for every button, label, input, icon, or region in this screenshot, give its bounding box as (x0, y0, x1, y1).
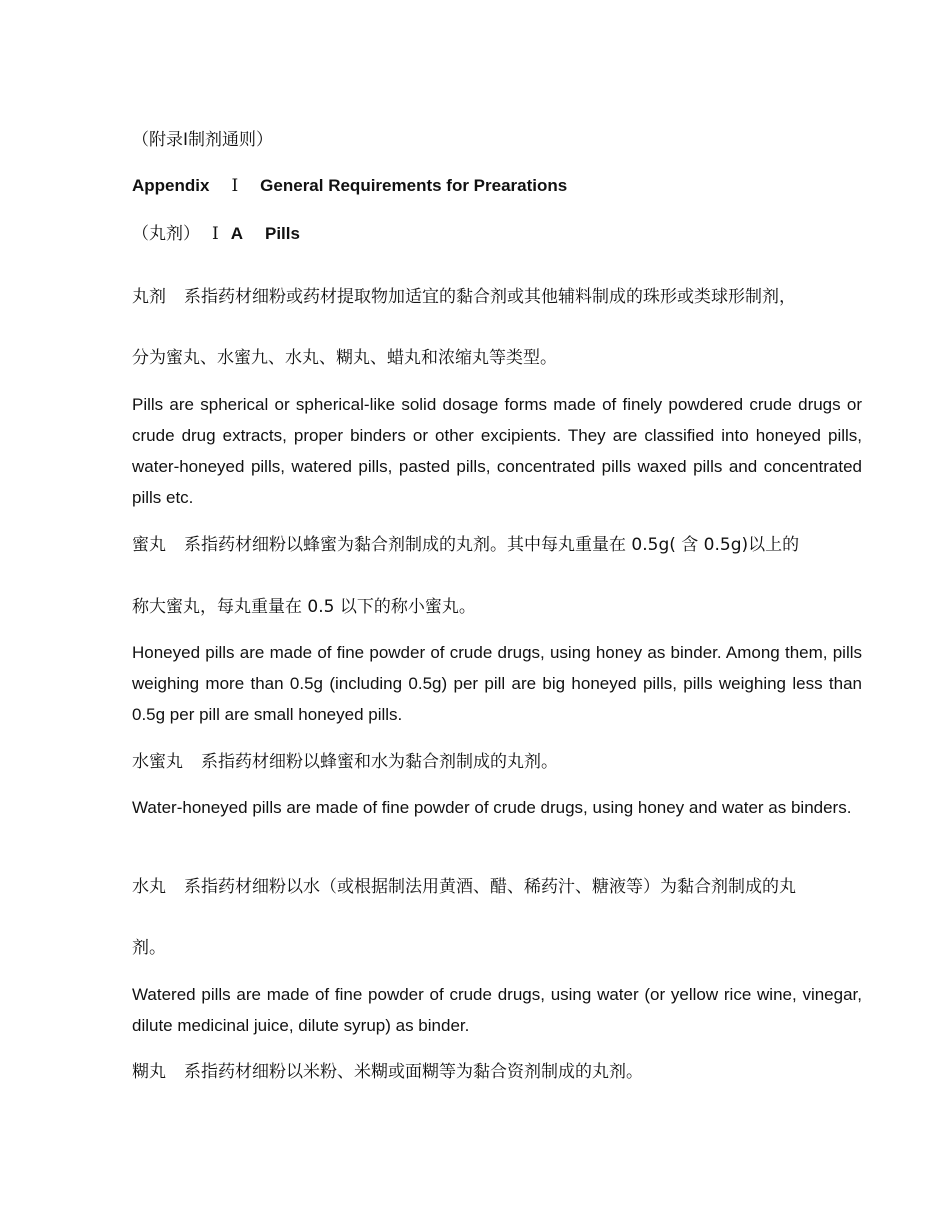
honeyed-definition-en: Honeyed pills are made of fine powder of crude drugs, using honey as binder. Among them, pills weighing more than 0.5g (including 0.5g) per pill are big honeyed pills, pills weighing less than 0.5g per pill are small honeyed pills. (132, 643, 862, 724)
watered-definition-zh-text2: 剂。 (132, 938, 166, 958)
appendix-numeral: Ⅰ (231, 176, 239, 196)
water-honeyed-term-zh: 水蜜丸 (132, 752, 183, 772)
pasted-definition-zh (132, 1057, 643, 1082)
appendix-title: General Requirements for Prearations (260, 176, 568, 195)
pasted-definition-zh-text: 系指药材细粉以米粉、米糊或面糊等为黏合资剂制成的丸剂。 (184, 1062, 643, 1082)
watered-definition-zh-line1 (132, 872, 796, 897)
water-honeyed-definition-zh (132, 747, 558, 772)
appendix-heading-zh (132, 125, 273, 150)
appendix-label: Appendix (132, 176, 210, 195)
watered-definition-zh-text: 系指药材细粉以水（或根据制法用黄酒、醋、稀药汁、糖液等）为黏合剂制成的丸 (184, 877, 796, 897)
watered-definition-zh-line2 (132, 933, 166, 958)
section-heading (132, 219, 300, 244)
pills-definition-zh-line1 (132, 282, 796, 307)
appendix-heading-zh-text: （附录Ⅰ制剂通则） (132, 130, 274, 150)
section-heading-zh: （丸剂） (132, 224, 200, 244)
honeyed-definition-zh-line1 (132, 530, 799, 555)
honeyed-term-zh: 蜜丸 (132, 535, 166, 555)
section-letter: A (230, 224, 243, 243)
watered-term-zh: 水丸 (132, 877, 166, 897)
water-honeyed-definition-en: Water-honeyed pills are made of fine powder of crude drugs, using honey and water as binders. (132, 798, 852, 817)
pills-definition-zh-text2: 分为蜜丸、水蜜九、水丸、糊丸、蜡丸和浓缩丸等类型。 (132, 348, 557, 368)
pills-term-zh: 丸剂 (132, 287, 166, 307)
watered-definition-en: Watered pills are made of fine powder of crude drugs, using water (or yellow rice wine, vinegar, dilute medicinal juice, dilute syrup) as binder. (132, 985, 862, 1035)
section-title-en: Pills (265, 224, 300, 243)
pills-definition-zh-line2 (132, 343, 557, 368)
water-honeyed-definition-zh-text: 系指药材细粉以蜂蜜和水为黏合剂制成的丸剂。 (201, 752, 558, 772)
appendix-heading-en (132, 176, 567, 196)
honeyed-definition-zh-text2: 称大蜜丸，每丸重量在 0.5 以下的称小蜜丸。 (132, 597, 476, 617)
pills-definition-zh-text: 系指药材细粉或药材提取物加适宜的黏合剂或其他辅料制成的珠形或类球形制剂， (184, 287, 796, 307)
pasted-term-zh: 糊丸 (132, 1062, 166, 1082)
honeyed-definition-zh-line2 (132, 592, 476, 617)
pills-definition-en: Pills are spherical or spherical-like solid dosage forms made of finely powdered crude drugs or crude drug extracts, proper binders or other excipients. They are classified into honeyed pills, water-honeyed pills, watered pills, pasted pills, concentrated pills waxed pills and concentrated pills etc. (132, 395, 862, 507)
honeyed-definition-zh-text: 系指药材细粉以蜂蜜为黏合剂制成的丸剂。其中每丸重量在 0.5g( 含 0.5g)以上的 (184, 535, 800, 555)
section-numeral: Ⅰ (212, 224, 219, 244)
